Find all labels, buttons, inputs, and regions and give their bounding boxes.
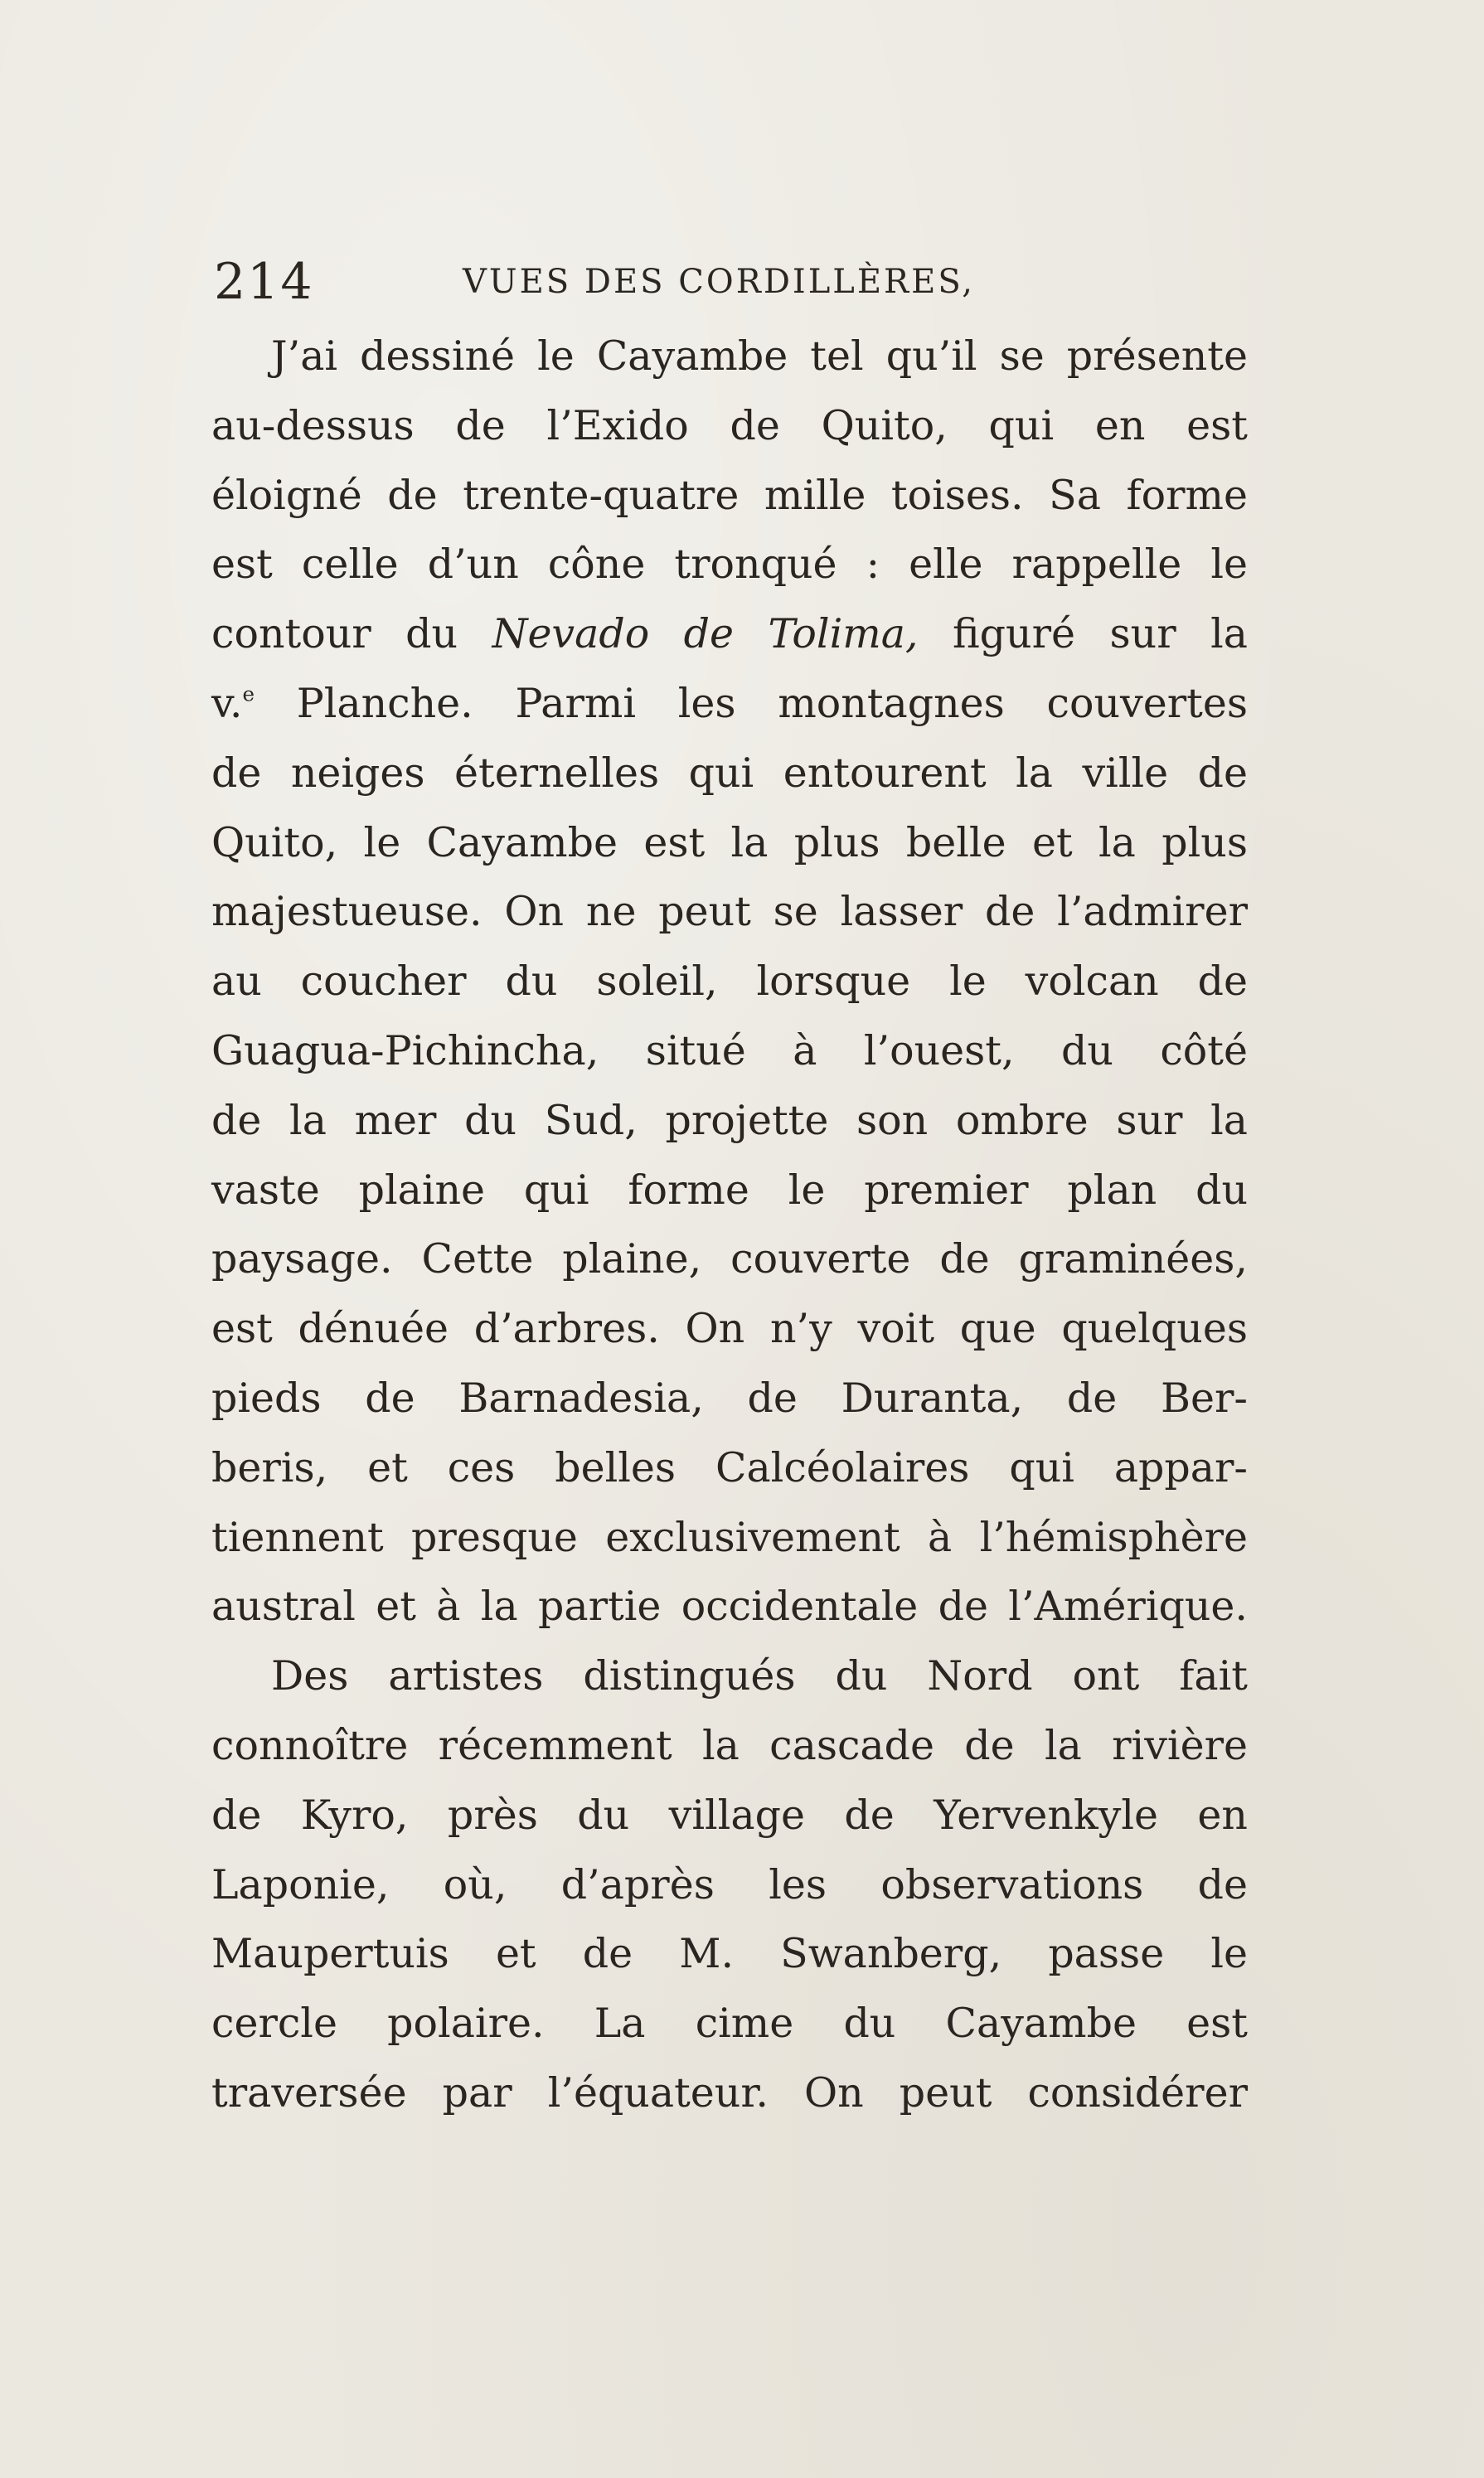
text-line: pieds de Barnadesia, de Duranta, de Ber- [211,1374,1248,1422]
text-line: connoître récemment la cascade de la rivière [211,1721,1248,1769]
text-line: traversée par l’équateur. On peut considérer [211,2068,1248,2117]
italic-text: Nevado de Tolima, [492,610,919,658]
text-line: est dénuée d’arbres. On n’y voit que quelques [211,1305,1248,1353]
running-head: VUES DES CORDILLÈRES, [463,263,976,301]
text-line: paysage. Cette plaine, couverte de graminées, [211,1235,1248,1283]
text-line: éloigné de trente-quatre mille toises. Sa forme [211,471,1248,519]
text-line: cercle polaire. La cime du Cayambe est [211,2000,1248,2048]
paragraph [211,322,1248,1641]
text-line: Quito, le Cayambe est la plus belle et la plus [211,818,1248,866]
text-line: au-dessus de l’Exido de Quito, qui en est [211,401,1248,449]
text-line: Des artistes distingués du Nord ont fait [271,1652,1248,1700]
text-line: austral et à la partie occidentale de l’Amérique. [211,1583,1248,1631]
text-line: Guagua-Pichincha, situé à l’ouest, du côté [211,1026,1248,1074]
text-line [211,599,1248,669]
text-line: J’ai dessiné le Cayambe tel qu’il se présente [271,332,1248,380]
text-line [211,669,1248,739]
text-segment: contour du [211,610,458,658]
text-line: tiennent presque exclusivement à l’hémisphère [211,1513,1248,1561]
text-line: est celle d’un cône tronqué : elle rappelle le [211,541,1248,589]
text-line: Maupertuis et de M. Swanberg, passe le [211,1930,1248,1978]
text-segment: figuré sur la [952,610,1248,658]
text-line: beris, et ces belles Calcéolaires qui appar- [211,1443,1248,1491]
text-line: vaste plaine qui forme le premier plan du [211,1166,1248,1214]
superscript: e [242,681,255,706]
text-line: de la mer du Sud, projette son ombre sur la [211,1096,1248,1144]
page-number: 214 [214,253,314,311]
body-text [211,322,1248,2128]
text-segment: Planche. Parmi les montagnes couvertes [296,679,1249,727]
text-line: Laponie, où, d’après les observations de [211,1860,1248,1908]
text-segment: v. [211,679,243,727]
text-line: au coucher du soleil, lorsque le volcan de [211,958,1248,1006]
page-header [214,249,1250,315]
paragraph [211,1641,1248,2128]
text-line: de Kyro, près du village de Yervenkyle en [211,1791,1248,1839]
text-line: majestueuse. On ne peut se lasser de l’admirer [211,888,1248,936]
text-line: de neiges éternelles qui entourent la ville de [211,749,1248,797]
